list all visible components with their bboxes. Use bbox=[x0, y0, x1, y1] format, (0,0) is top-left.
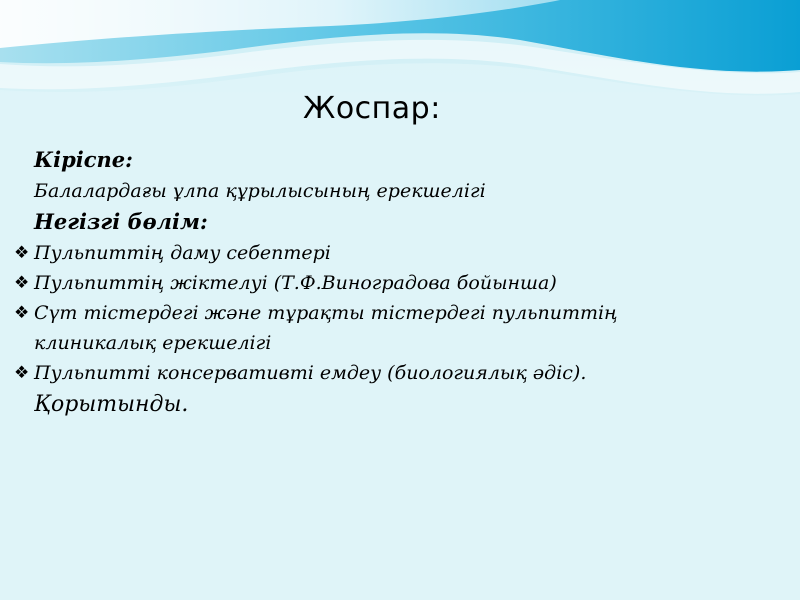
list-item bbox=[14, 268, 704, 298]
diamond-bullet-icon: ❖ bbox=[14, 273, 30, 293]
slide-title: Жоспар: bbox=[303, 91, 441, 126]
conclusion-text: Қорытынды. bbox=[34, 392, 189, 417]
list-item-text: Пульпиттің даму себептері bbox=[34, 242, 331, 264]
intro-text: Балалардағы ұлпа құрылысының ерекшелігі bbox=[34, 180, 486, 202]
diamond-bullet-icon: ❖ bbox=[14, 243, 30, 263]
diamond-bullet-icon: ❖ bbox=[14, 303, 30, 323]
plan-content bbox=[14, 144, 704, 422]
list-item bbox=[14, 298, 704, 328]
list-item bbox=[14, 238, 704, 268]
list-item bbox=[14, 358, 704, 388]
list-item-text: Пульпитті консервативті емдеу (биологиялық әдіс). bbox=[34, 362, 587, 384]
main-heading: Негізгі бөлім: bbox=[34, 209, 208, 234]
intro-heading: Кіріспе: bbox=[34, 147, 133, 172]
list-item-text: Пульпиттің жіктелуі (Т.Ф.Виноградова бойынша) bbox=[34, 272, 557, 294]
list-item-continuation: клиникалық ерекшелігі bbox=[34, 332, 272, 354]
diamond-bullet-icon: ❖ bbox=[14, 363, 30, 383]
list-item-text: Сүт тістердегі және тұрақты тістердегі пульпиттің bbox=[34, 302, 618, 324]
